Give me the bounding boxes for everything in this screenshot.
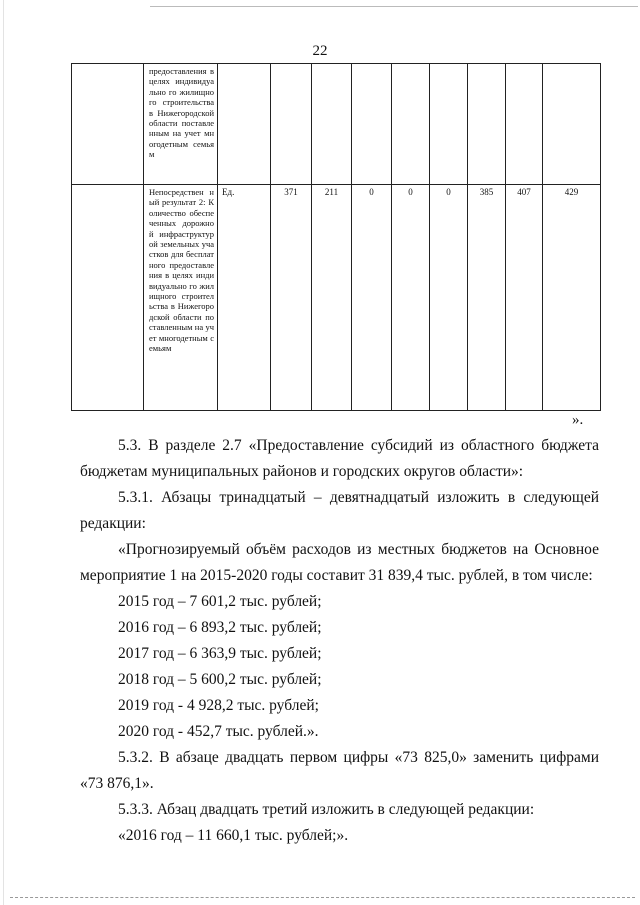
paragraph-2016-line: «2016 год – 11 660,1 тыс. рублей;». bbox=[118, 827, 349, 844]
value-cell: 0 bbox=[446, 187, 451, 197]
table-cell bbox=[468, 185, 506, 411]
paragraph-forecast: «Прогнозируемый объём расходов из местных бюджетов на Основное мероприятие 1 на 2015-2020 годы составит 31 839,4 тыс. рублей, в том числе: bbox=[80, 541, 599, 584]
page-number: 22 bbox=[312, 43, 328, 59]
year-line: 2020 год - 452,7 тыс. рублей.». bbox=[118, 723, 319, 740]
table-cell bbox=[392, 185, 430, 411]
value-cell: 407 bbox=[517, 187, 531, 197]
year-line: 2018 год – 5 600,2 тыс. рублей; bbox=[118, 671, 322, 688]
scan-edge-left bbox=[3, 0, 4, 905]
table-cell bbox=[218, 64, 271, 185]
table-cell bbox=[218, 185, 271, 411]
table-cell bbox=[506, 185, 543, 411]
table-cell bbox=[543, 64, 601, 185]
value-cell: 211 bbox=[324, 187, 339, 197]
closing-quote: ». bbox=[572, 412, 584, 428]
table-cell bbox=[72, 185, 144, 411]
table-cell bbox=[506, 64, 543, 185]
indicator-table bbox=[71, 63, 601, 411]
table-cell bbox=[271, 185, 312, 411]
value-cell: 0 bbox=[408, 187, 413, 197]
unit-of-measure: Ед. bbox=[222, 187, 235, 197]
table-cell bbox=[543, 185, 601, 411]
value-cell: 371 bbox=[284, 187, 298, 197]
table-cell bbox=[144, 64, 218, 185]
table-cell bbox=[312, 185, 352, 411]
table-cell bbox=[72, 64, 144, 185]
table-cell bbox=[430, 64, 468, 185]
indicator-description: Непосредствен ный результат 2: Количество обеспеченных дорожной инфраструктур ой земельных участков для бесплатного предоставления в целях индивидуально го жилищного строительства в Нижегородской области поставленным на учет многодетным семьям bbox=[149, 187, 214, 354]
value-cell: 429 bbox=[564, 187, 579, 197]
table-cell bbox=[271, 64, 312, 185]
scan-edge-bottom bbox=[10, 897, 635, 898]
paragraph-5-3-2: 5.3.2. В абзаце двадцать первом цифры «73 825,0» заменить цифрами «73 876,1». bbox=[80, 749, 599, 792]
paragraph-5-3: 5.3. В разделе 2.7 «Предоставление субсидий из областного бюджета бюджетам муниципальных районов и городских округов области»: bbox=[80, 437, 599, 480]
value-cell: 385 bbox=[479, 187, 494, 197]
table-cell bbox=[312, 64, 352, 185]
scan-edge-top bbox=[150, 6, 638, 7]
table-cell bbox=[430, 185, 468, 411]
table-cell bbox=[392, 64, 430, 185]
paragraph-5-3-3: 5.3.3. Абзац двадцать третий изложить в следующей редакции: bbox=[118, 801, 535, 818]
table-cell bbox=[352, 64, 392, 185]
year-line: 2015 год – 7 601,2 тыс. рублей; bbox=[118, 593, 322, 610]
table-cell bbox=[144, 185, 218, 411]
year-line: 2017 год – 6 363,9 тыс. рублей; bbox=[118, 645, 322, 662]
year-line: 2016 год – 6 893,2 тыс. рублей; bbox=[118, 619, 322, 636]
paragraph-5-3-1: 5.3.1. Абзацы тринадцатый – девятнадцатый изложить в следующей редакции: bbox=[80, 489, 599, 532]
table-cell bbox=[352, 185, 392, 411]
indicator-description: предоставления в целях индивидуально го жилищного строительства в Нижегородской области поставленным на учет многодетным семьям bbox=[149, 66, 214, 160]
year-line: 2019 год - 4 928,2 тыс. рублей; bbox=[118, 697, 319, 714]
table-row bbox=[72, 185, 601, 411]
table-row bbox=[72, 64, 601, 185]
table-cell bbox=[468, 64, 506, 185]
value-cell: 0 bbox=[369, 187, 374, 197]
